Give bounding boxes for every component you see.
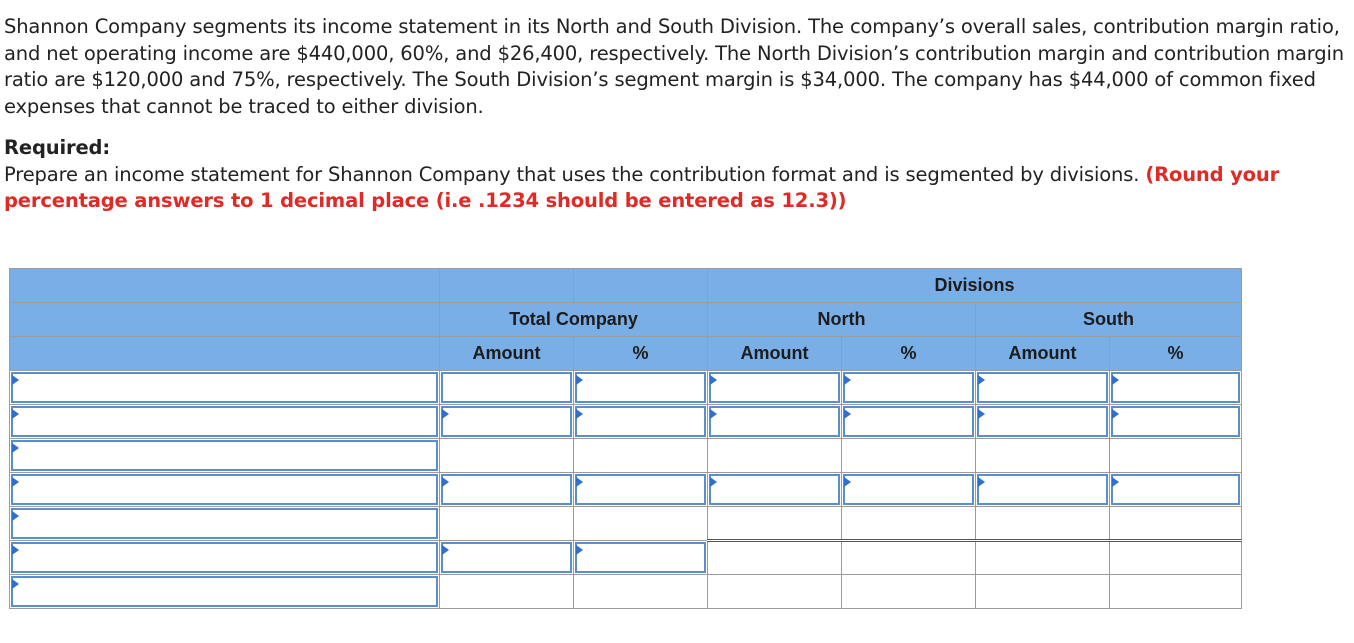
empty-cell <box>574 439 708 473</box>
empty-cell <box>440 439 574 473</box>
row-label-dropdown[interactable] <box>10 473 440 507</box>
north-amount-header: Amount <box>708 337 842 371</box>
input-marker-icon <box>710 375 717 385</box>
south-amount-header: Amount <box>976 337 1110 371</box>
north-amount-input[interactable] <box>708 405 842 439</box>
required-label: Required: <box>4 136 111 159</box>
south-percent-input[interactable] <box>1110 405 1242 439</box>
empty-cell <box>708 507 842 541</box>
south-percent-header: % <box>1110 337 1242 371</box>
south-percent-input[interactable] <box>1110 371 1242 405</box>
income-statement-table <box>9 268 1242 609</box>
table-row <box>10 507 1242 541</box>
total-percent-input[interactable] <box>574 541 708 575</box>
required-text: Prepare an income statement for Shannon Company that uses the contribution format and is segmented by divisions. <box>4 162 1146 186</box>
empty-cell <box>842 507 976 541</box>
empty-cell <box>708 575 842 609</box>
north-percent-input[interactable] <box>842 371 976 405</box>
dropdown-marker-icon <box>12 579 19 589</box>
row-label-dropdown[interactable] <box>10 541 440 575</box>
empty-cell <box>976 439 1110 473</box>
total-percent-input[interactable] <box>574 473 708 507</box>
input-marker-icon <box>576 477 583 487</box>
table-row <box>10 371 1242 405</box>
input-marker-icon <box>978 375 985 385</box>
problem-statement <box>4 14 1349 215</box>
empty-cell <box>708 541 842 575</box>
north-amount-input[interactable] <box>708 371 842 405</box>
north-header: North <box>708 303 976 337</box>
table-row <box>10 473 1242 507</box>
row-label-dropdown[interactable] <box>10 507 440 541</box>
total-amount-header: Amount <box>440 337 574 371</box>
rounding-note: (Round your percentage answers to 1 decimal place (i.e .1234 should be entered as 12.3)) <box>4 162 1280 212</box>
input-marker-icon <box>1112 409 1119 419</box>
row-label-dropdown[interactable] <box>10 371 440 405</box>
empty-cell <box>976 575 1110 609</box>
north-percent-input[interactable] <box>842 473 976 507</box>
table-row <box>10 575 1242 609</box>
header-blank <box>10 337 440 371</box>
empty-cell <box>708 439 842 473</box>
input-marker-icon <box>710 477 717 487</box>
dropdown-marker-icon <box>12 511 19 521</box>
south-amount-input[interactable] <box>976 405 1110 439</box>
header-blank <box>574 269 708 303</box>
input-marker-icon <box>576 375 583 385</box>
empty-cell <box>1110 575 1242 609</box>
divisions-header: Divisions <box>708 269 1242 303</box>
total-amount-input[interactable] <box>440 405 574 439</box>
empty-cell <box>440 507 574 541</box>
header-row-columns <box>10 337 1242 371</box>
north-percent-header: % <box>842 337 976 371</box>
empty-cell <box>842 575 976 609</box>
input-marker-icon <box>442 477 449 487</box>
south-amount-input[interactable] <box>976 371 1110 405</box>
input-marker-icon <box>978 409 985 419</box>
header-row-segments <box>10 303 1242 337</box>
required-instructions <box>4 162 1349 215</box>
header-row-divisions <box>10 269 1242 303</box>
input-marker-icon <box>1112 375 1119 385</box>
input-marker-icon <box>442 409 449 419</box>
dropdown-marker-icon <box>12 477 19 487</box>
empty-cell <box>574 507 708 541</box>
table-row <box>10 405 1242 439</box>
row-label-dropdown[interactable] <box>10 405 440 439</box>
input-marker-icon <box>576 409 583 419</box>
total-company-header: Total Company <box>440 303 708 337</box>
north-amount-input[interactable] <box>708 473 842 507</box>
empty-cell <box>1110 507 1242 541</box>
input-marker-icon <box>442 545 449 555</box>
row-label-dropdown[interactable] <box>10 439 440 473</box>
total-amount-input[interactable] <box>440 371 574 405</box>
table-row <box>10 541 1242 575</box>
header-blank <box>440 269 574 303</box>
south-amount-input[interactable] <box>976 473 1110 507</box>
header-blank <box>10 269 440 303</box>
dropdown-marker-icon <box>12 545 19 555</box>
south-header: South <box>976 303 1242 337</box>
total-amount-input[interactable] <box>440 541 574 575</box>
input-marker-icon <box>978 477 985 487</box>
problem-text: Shannon Company segments its income statement in its North and South Division. The company’s overall sales, contribution margin ratio, and net operating income are $440,000, 60%, and $26,400, respectively. The North Division’s contribution margin and contribution margin ratio are $120,000 and 75%, respectively. The South Division’s segment margin is $34,000. The company has $44,000 of common fixed expenses that cannot be traced to either division. <box>4 15 1344 118</box>
empty-cell <box>440 575 574 609</box>
total-percent-header: % <box>574 337 708 371</box>
dropdown-marker-icon <box>12 409 19 419</box>
empty-cell <box>976 507 1110 541</box>
empty-cell <box>842 439 976 473</box>
empty-cell <box>842 541 976 575</box>
dropdown-marker-icon <box>12 375 19 385</box>
empty-cell <box>1110 541 1242 575</box>
input-marker-icon <box>844 409 851 419</box>
dropdown-marker-icon <box>12 443 19 453</box>
input-marker-icon <box>1112 477 1119 487</box>
empty-cell <box>1110 439 1242 473</box>
table-row <box>10 439 1242 473</box>
header-blank <box>10 303 440 337</box>
input-marker-icon <box>710 409 717 419</box>
north-percent-input[interactable] <box>842 405 976 439</box>
input-marker-icon <box>844 375 851 385</box>
row-label-dropdown[interactable] <box>10 575 440 609</box>
total-percent-input[interactable] <box>574 405 708 439</box>
empty-cell <box>574 575 708 609</box>
total-amount-input[interactable] <box>440 473 574 507</box>
input-marker-icon <box>844 477 851 487</box>
empty-cell <box>976 541 1110 575</box>
total-percent-input[interactable] <box>574 371 708 405</box>
input-marker-icon <box>576 545 583 555</box>
south-percent-input[interactable] <box>1110 473 1242 507</box>
